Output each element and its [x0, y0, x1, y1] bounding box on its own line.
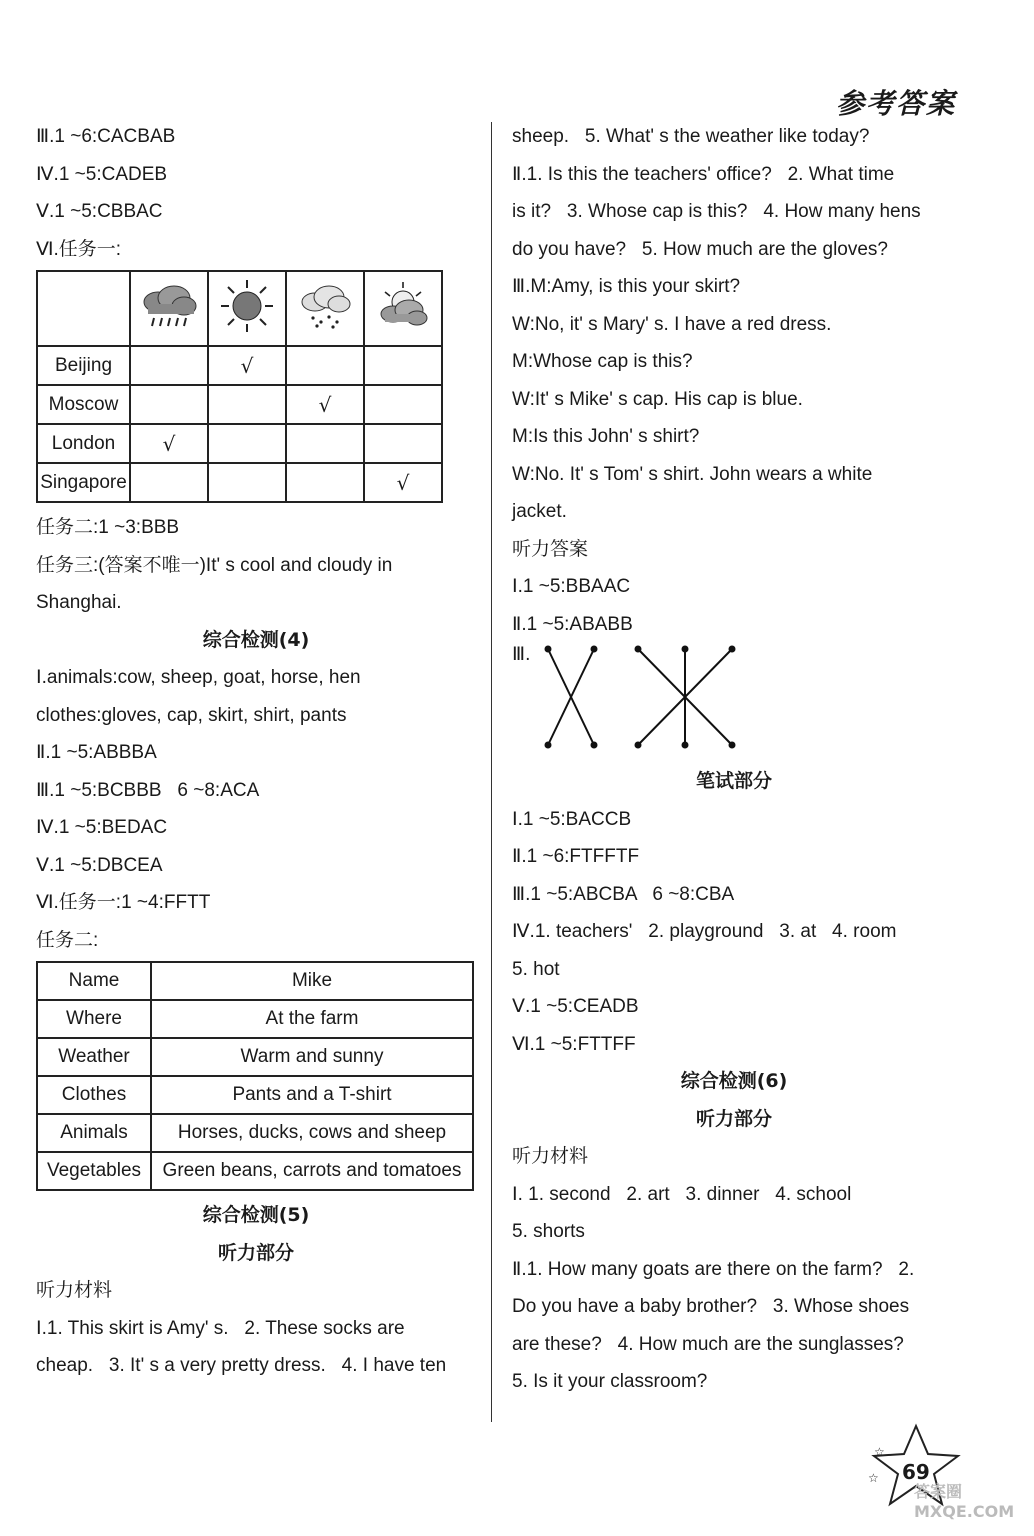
answer-line: Shanghai. — [36, 592, 122, 613]
check-cell — [364, 424, 442, 463]
sun-icon — [208, 271, 286, 346]
answer-line: cheap. 3. It' s a very pretty dress. 4. I have ten — [36, 1355, 447, 1376]
answer-line: Do you have a baby brother? 3. Whose shoes — [512, 1296, 910, 1317]
rain-cloud-icon — [130, 271, 208, 346]
answer-line: clothes:gloves, cap, skirt, shirt, pants — [36, 704, 347, 726]
answer-line: do you have? 5. How much are the gloves? — [512, 238, 889, 260]
answer-line: Ⅳ.1 ~5:BEDAC — [36, 817, 168, 838]
answer-line: Ⅵ.任务一: — [36, 238, 122, 260]
answer-line: W:No, it' s Mary' s. I have a red dress. — [512, 313, 832, 335]
info-key: Animals — [37, 1114, 151, 1152]
info-value: At the farm — [151, 1000, 473, 1038]
info-value: Horses, ducks, cows and sheep — [151, 1114, 473, 1152]
answer-line: 任务二: — [36, 929, 99, 951]
table-row — [37, 463, 442, 502]
info-key: Name — [37, 962, 151, 1000]
city-cell: London — [37, 424, 130, 463]
section-title: 综合检测(5) — [202, 1204, 310, 1226]
info-key: Where — [37, 1000, 151, 1038]
answer-line: Ⅵ.任务一:1 ~4:FFTT — [36, 892, 211, 913]
watermark: 答案圈 MXQE.COM — [914, 1482, 1015, 1521]
answer-line: M:Is this John' s shirt? — [512, 426, 700, 447]
column-divider — [491, 122, 492, 1422]
table-row — [37, 385, 442, 424]
table-row — [37, 962, 473, 1000]
matching-label: Ⅲ. — [512, 644, 531, 665]
page-number: 69 — [902, 1460, 930, 1484]
check-cell — [208, 424, 286, 463]
answer-line: 5. shorts — [512, 1221, 585, 1242]
subsection-title: 听力部分 — [695, 1107, 772, 1130]
svg-text:☆: ☆ — [868, 1471, 879, 1485]
check-cell — [286, 463, 364, 502]
check-cell: √ — [286, 385, 364, 424]
answer-line: 5. hot — [512, 958, 560, 980]
check-cell — [286, 346, 364, 385]
info-value: Pants and a T-shirt — [151, 1076, 473, 1114]
check-cell — [208, 385, 286, 424]
info-key: Vegetables — [37, 1152, 151, 1190]
answer-line: 听力答案 — [512, 538, 589, 560]
answer-line: M:Whose cap is this? — [512, 351, 693, 372]
check-cell: √ — [130, 424, 208, 463]
answer-line: Ⅴ.1 ~5:CBBAC — [36, 201, 163, 222]
answer-line: Ⅴ.1 ~5:CEADB — [512, 996, 639, 1017]
answer-line: are these? 4. How much are the sunglasses? — [512, 1333, 904, 1355]
answer-line: W:No. It' s Tom' s shirt. John wears a white — [512, 463, 873, 485]
answer-line: sheep. 5. What' s the weather like today? — [512, 126, 870, 147]
weather-table — [36, 270, 443, 503]
info-key: Clothes — [37, 1076, 151, 1114]
check-cell — [130, 385, 208, 424]
answer-line: Ⅱ.1 ~6:FTFFTF — [512, 846, 640, 867]
info-table — [36, 961, 474, 1191]
table-row — [37, 1076, 473, 1114]
right-column — [512, 118, 956, 1401]
answer-line: Ⅰ.1 ~5:BACCB — [512, 808, 632, 830]
answer-line: Ⅱ.1. How many goats are there on the farm? 2. — [512, 1258, 915, 1280]
table-row — [37, 424, 442, 463]
matching-lines — [540, 645, 800, 763]
city-cell: Singapore — [37, 463, 130, 502]
answer-line: Ⅲ.M:Amy, is this your skirt? — [512, 276, 741, 297]
answer-line: Ⅰ.animals:cow, sheep, goat, horse, hen — [36, 667, 361, 688]
table-row — [37, 346, 442, 385]
check-cell — [130, 346, 208, 385]
answer-line: Ⅲ.1 ~6:CACBAB — [36, 126, 176, 147]
check-cell — [364, 346, 442, 385]
info-value: Mike — [151, 962, 473, 1000]
table-row — [37, 1114, 473, 1152]
answer-line: Ⅱ.1. Is this the teachers' office? 2. What time — [512, 163, 895, 185]
table-row — [37, 1000, 473, 1038]
answer-line: is it? 3. Whose cap is this? 4. How many hens — [512, 201, 921, 222]
svg-text:☆: ☆ — [874, 1445, 885, 1459]
answer-line: 听力材料 — [36, 1280, 113, 1301]
answer-line: 任务二:1 ~3:BBB — [36, 517, 180, 538]
check-cell — [208, 463, 286, 502]
table-row — [37, 1038, 473, 1076]
info-value: Green beans, carrots and tomatoes — [151, 1152, 473, 1190]
answer-line: Ⅳ.1 ~5:CADEB — [36, 163, 168, 185]
page-header-title: 参考答案 — [835, 87, 956, 120]
answer-line: Ⅳ.1. teachers' 2. playground 3. at 4. room — [512, 921, 897, 942]
subsection-title: 听力部分 — [217, 1241, 294, 1264]
table-corner-cell — [37, 271, 130, 346]
answer-line: Ⅱ.1 ~5:ABBBA — [36, 742, 157, 763]
answer-line: jacket. — [512, 501, 567, 522]
section-title: 笔试部分 — [695, 770, 772, 792]
table-row — [37, 1152, 473, 1190]
check-cell: √ — [208, 346, 286, 385]
matching-diagram — [512, 643, 956, 763]
check-cell: √ — [364, 463, 442, 502]
check-cell — [364, 385, 442, 424]
answer-line: 任务三:(答案不唯一)It' s cool and cloudy in — [36, 554, 393, 576]
answer-line: Ⅵ.1 ~5:FTTFF — [512, 1033, 636, 1055]
cloudy-sun-icon — [364, 271, 442, 346]
answer-line: Ⅲ.1 ~5:ABCBA 6 ~8:CBA — [512, 883, 735, 905]
city-cell: Moscow — [37, 385, 130, 424]
answer-line: Ⅱ.1 ~5:ABABB — [512, 613, 633, 635]
answer-line: Ⅲ.1 ~5:BCBBB 6 ~8:ACA — [36, 779, 260, 801]
left-column — [36, 118, 476, 1385]
city-cell: Beijing — [37, 346, 130, 385]
check-cell — [130, 463, 208, 502]
page-number-badge — [856, 1420, 1026, 1530]
snow-cloud-icon — [286, 271, 364, 346]
check-cell — [286, 424, 364, 463]
answer-line: Ⅰ.1 ~5:BBAAC — [512, 576, 631, 597]
info-value: Warm and sunny — [151, 1038, 473, 1076]
answer-line: 听力材料 — [512, 1146, 589, 1167]
answer-line: Ⅰ.1. This skirt is Amy' s. 2. These socks are — [36, 1317, 405, 1339]
info-key: Weather — [37, 1038, 151, 1076]
section-title: 综合检测(6) — [680, 1070, 788, 1092]
section-title: 综合检测(4) — [202, 628, 310, 651]
answer-line: W:It' s Mike' s cap. His cap is blue. — [512, 388, 803, 410]
answer-line: Ⅰ. 1. second 2. art 3. dinner 4. school — [512, 1183, 852, 1205]
answer-line: 5. Is it your classroom? — [512, 1371, 708, 1392]
answer-line: Ⅴ.1 ~5:DBCEA — [36, 854, 163, 876]
